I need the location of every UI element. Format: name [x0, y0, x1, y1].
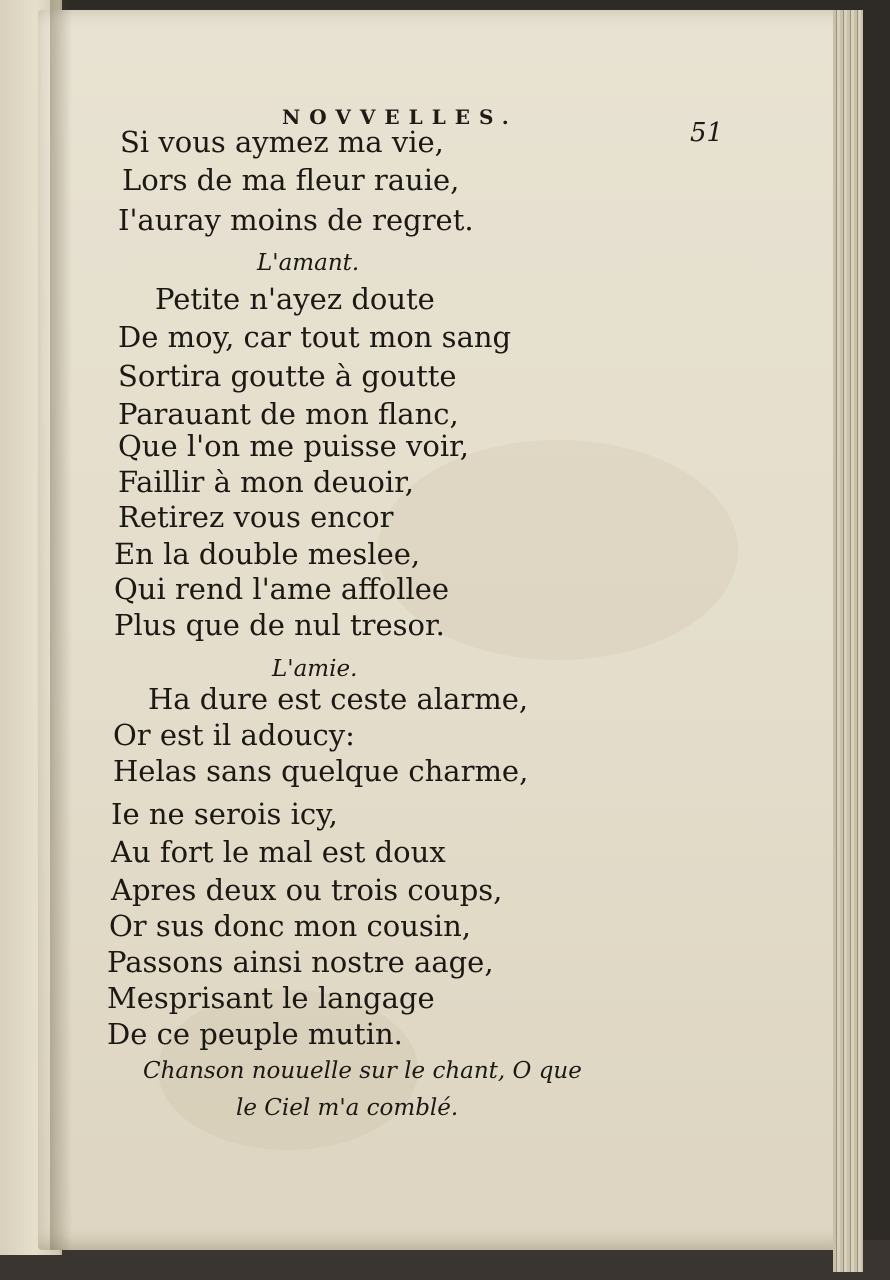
verse-line: I'auray moins de regret. — [118, 203, 474, 237]
page-number: 51 — [690, 118, 724, 148]
verse-line: Que l'on me puisse voir, — [118, 429, 469, 463]
verse-line: En la double meslee, — [114, 537, 421, 571]
speaker-heading: L'amant. — [257, 250, 360, 276]
verse-line: Apres deux ou trois coups, — [111, 873, 503, 907]
verse-line: Si vous aymez ma vie, — [120, 125, 444, 159]
spine-shadow — [50, 0, 72, 1250]
verse-line: Ie ne serois icy, — [111, 797, 338, 831]
speaker-heading: L'amie. — [272, 656, 358, 682]
verse-line: Faillir à mon deuoir, — [118, 465, 415, 499]
page-fore-edge — [833, 10, 863, 1272]
verse-line: Petite n'ayez doute — [155, 282, 435, 316]
verse-line: De ce peuple mutin. — [107, 1017, 403, 1051]
verse-line: Ha dure est ceste alarme, — [148, 682, 529, 716]
verse-line: Mesprisant le langage — [107, 981, 435, 1015]
verse-line: Or est il adoucy: — [113, 718, 355, 752]
verse-line: Plus que de nul tresor. — [114, 608, 445, 642]
verse-line: Passons ainsi nostre aage, — [107, 945, 494, 979]
verse-line: Lors de ma fleur rauie, — [122, 163, 460, 197]
verse-line: Sortira goutte à goutte — [118, 359, 457, 393]
verse-line: Parauant de mon flanc, — [118, 397, 459, 431]
running-head: NOVVELLES. — [282, 105, 518, 129]
verse-line: Helas sans quelque charme, — [113, 754, 529, 788]
verse-line: De moy, car tout mon sang — [118, 320, 512, 354]
verse-line: Qui rend l'ame affollee — [114, 572, 450, 606]
verse-line: Au fort le mal est doux — [111, 835, 446, 869]
song-title: le Ciel m'a comblé. — [236, 1095, 459, 1121]
song-title: Chanson nouuelle sur le chant, O que — [143, 1058, 582, 1084]
verse-line: Retirez vous encor — [118, 500, 394, 534]
verse-line: Or sus donc mon cousin, — [109, 909, 471, 943]
